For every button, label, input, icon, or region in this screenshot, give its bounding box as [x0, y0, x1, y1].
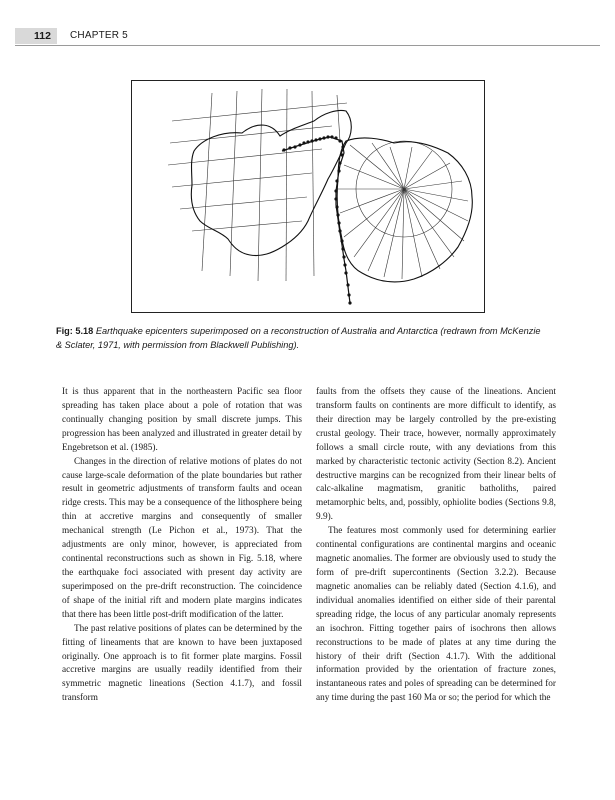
paragraph: faults from the offsets they cause of the lineations. Ancient transform faults on continents are more difficult to identify, as their direction may be largely controlled by the pre-existing crustal geology. Their trace, however, normally approximately follows a small circle route, with any deviations from this marked by characteristic tectonic activity (Section 8.2). Ancient destructive margins can be recognized from their linear belts of calc-alkaline magmatism, granitic batholiths, paired metamorphic belts, and, possibly, ophiolite bodies (Sections 9.8, 9.9).	[316, 387, 556, 523]
figure-caption-text: Earthquake epicenters superimposed on a reconstruction of Australia and Antarctica (redrawn from McKenzie & Sclater, 1971, with permission from Blackwell Publishing).	[56, 326, 541, 350]
paragraph: The features most commonly used for determining earlier continental configurations are continental margins and oceanic magnetic anomalies. The former are obviously used to study the form of pre-drift supercontinents (Section 3.2.2). Because magnetic anomalies can be reliably dated (Section 4.1.6), and individual anomalies identified on either side of their parental spreading ridge, the locus of any particular anomaly represents an isochron. Fitting together pairs of isochrons then allows reconstructions to be made of plates at any time during the history of their drift (Section 4.1.7). With the additional information provided by the orientation of fracture zones, instantaneous rates and poles of spreading can be determined for any time during the past 160 Ma or so; the period for which the	[316, 526, 556, 704]
reconstruction-map	[132, 81, 484, 312]
body-column-left	[62, 386, 302, 706]
paragraph: It is thus apparent that in the northeastern Pacific sea floor spreading has taken place about a pole of rotation that was continually changing position by small discrete jumps. This progression has been analyzed and illustrated in greater detail by Engebretson et al. (1985).	[62, 387, 302, 453]
figure-label: Fig: 5.18	[56, 326, 94, 336]
paragraph: The past relative positions of plates can be determined by the fitting of lineaments that are known to have been juxtaposed originally. One approach is to fit former plate margins. Fossil accretive margins are usually readily identified from their symmetric magnetic lineations (Section 4.1.7), and fossil transform	[62, 623, 302, 704]
page-header	[0, 28, 615, 44]
page-number: 112	[15, 28, 57, 44]
figure-caption	[56, 324, 546, 352]
header-rule	[15, 45, 600, 46]
paragraph: Changes in the direction of relative motions of plates do not cause large-scale deformation of the plate boundaries but rather result in geometric adjustments of transform faults and ocean ridge crests. This may be a consequence of the lithosphere being thin at accretive margins and consequently of smaller mechanical strength (Le Pichon et al., 1973). That the adjustments are only minor, however, is appreciated from continental reconstructions such as shown in Fig. 5.18, where the earthquake foci associated with present day activity are superimposed on the pre-drift reconstruction. The coincidence of shape of the initial rift and modern plate margins indicates that there has been little post-drift modification of the latter.	[62, 456, 302, 620]
body-column-right	[316, 386, 556, 706]
figure-5-18	[131, 80, 485, 313]
antarctica-coastline	[337, 138, 472, 282]
running-head-chapter: CHAPTER 5	[70, 30, 128, 41]
graticule-australia	[168, 89, 347, 281]
